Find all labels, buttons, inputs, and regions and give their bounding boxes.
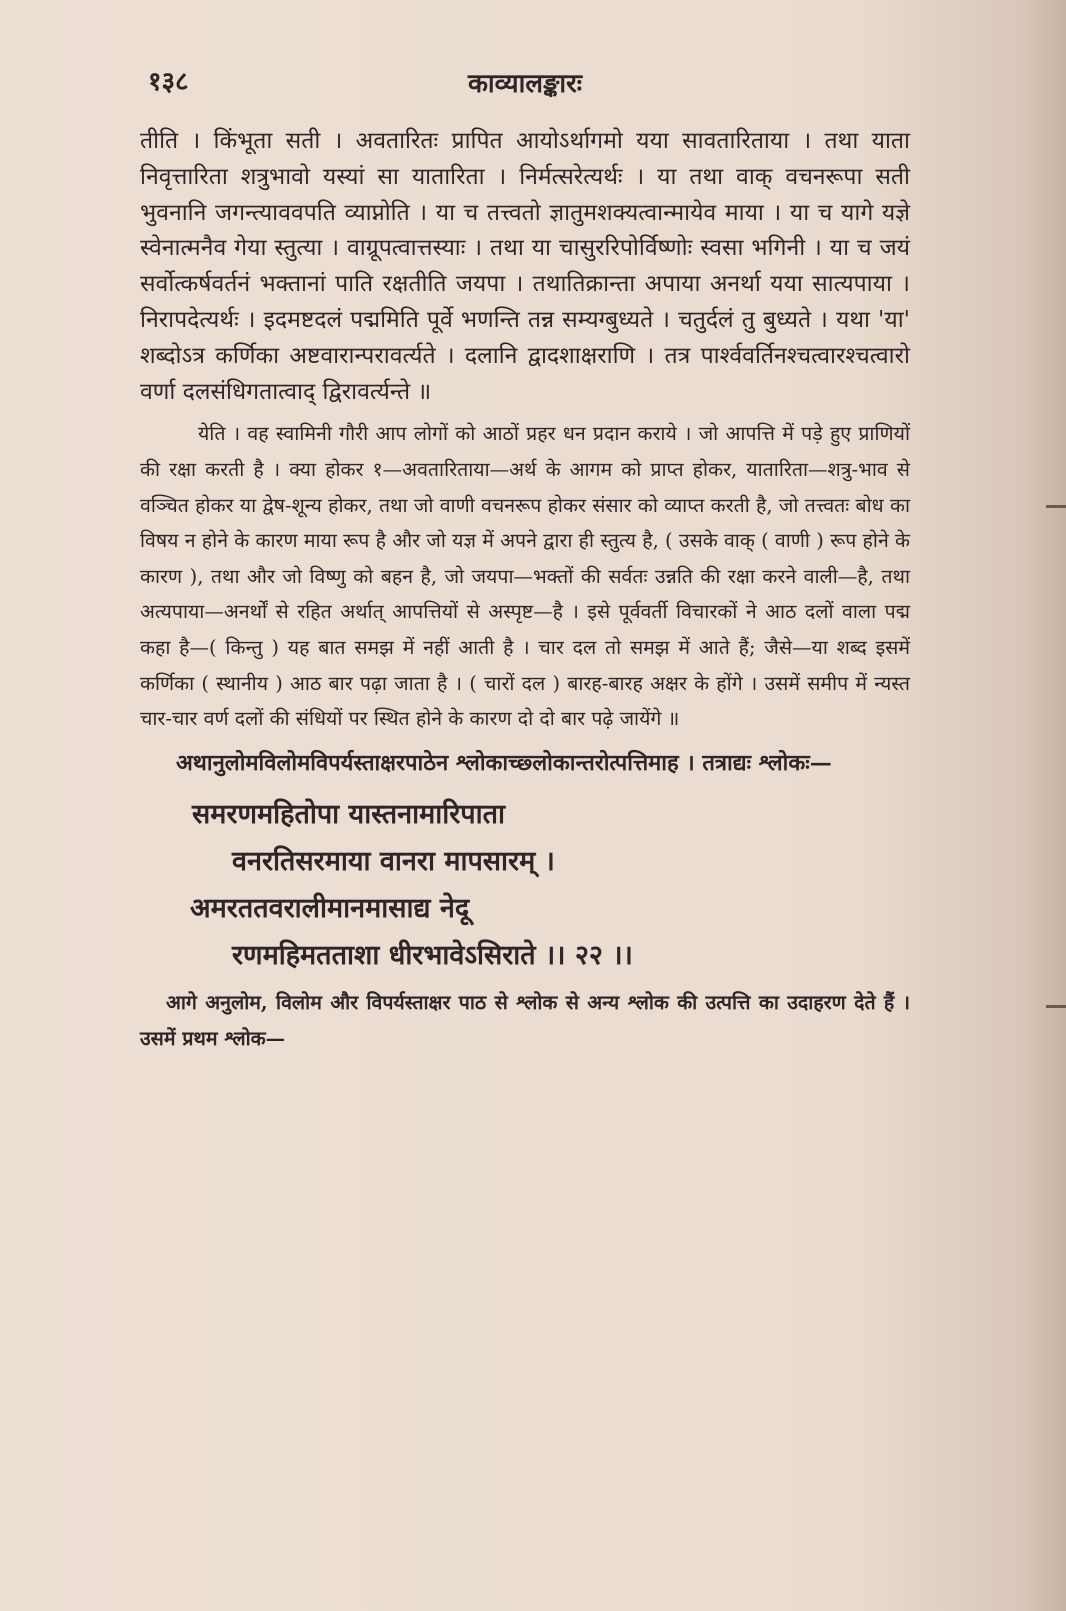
running-title: काव्यालङ्कारः — [467, 69, 583, 99]
page-header — [140, 62, 910, 102]
verse-line-1: समरणमहितोपा यास्तनामारिपाता — [192, 798, 505, 830]
page-body — [140, 124, 910, 1057]
page-edge-mark — [1046, 1005, 1066, 1008]
verse-22 — [140, 791, 910, 979]
page-edge-mark — [1046, 505, 1066, 508]
verse-line-3: अमरततवरालीमानमासाद्य नेदू — [190, 892, 470, 924]
verse-introduction: अथानुलोमविलोमविपर्यस्ताक्षरपाठेन श्लोकाच्छ्लोकान्तरोत्पत्तिमाह । तत्राद्यः श्लोकः— — [176, 749, 832, 776]
verse-line-2: वनरतिसरमाया वानरा मापसारम् । — [232, 845, 555, 877]
page-number: १३८ — [148, 67, 189, 97]
hindi-explanation: येति । वह स्वामिनी गौरी आप लोगों को आठों प्रहर धन प्रदान कराये । जो आपत्ति में पड़े हुए प्राणियों की रक्षा करती है । क्या होकर १—अवतारिताया—अर्थ के आगम को प्राप्त होकर, यातारिता—शत्रु-भाव से वञ्चित होकर या द्वेष-शून्य होकर, तथा जो वाणी वचनरूप होकर संसार को व्याप्त करती है, जो तत्त्वतः बोध का विषय न होने के कारण माया रूप है और जो यज्ञ में अपने द्वारा ही स्तुत्य है, ( उसके वाक् ( वाणी ) रूप होने के कारण ), तथा और जो विष्णु को बहन है, जो जयपा—भक्तों की सर्वतः उन्नति की रक्षा करने वाली—है, तथा अत्यपाया—अनर्थों से रहित अर्थात् आपत्तियों से अस्पृष्ट—है । इसे पूर्ववर्ती विचारकों ने आठ दलों वाला पद्म कहा है—( किन्तु ) यह बात समझ में नहीं आती है । चार दल तो समझ में आते हैं; जैसे—या शब्द इसमें कर्णिका ( स्थानीय ) आठ बार पढ़ा जाता है । ( चारों दल ) बारह-बारह अक्षर के होंगे । उसमें समीप में न्यस्त चार-चार वर्ण दलों की संधियों पर स्थित होने के कारण दो दो बार पढ़े जायेंगे ॥ — [140, 422, 910, 731]
sanskrit-commentary: तीति । किंभूता सती । अवतारितः प्रापित आयोऽर्थागमो यया सावतारिताया । तथा याता निवृत्तारिता शत्रुभावो यस्यां सा यातारिता । निर्मत्सरेत्यर्थः । या तथा वाक् वचनरूपा सती भुवनानि जगन्त्याववपति व्याप्नोति । या च तत्त्वतो ज्ञातुमशक्यत्वान्मायेव माया । या च यागे यज्ञे स्वेनात्मनैव गेया स्तुत्या । वाग्रूपत्वात्तस्याः । तथा या चासुररिपोर्विष्णोः स्वसा भगिनी । या च जयं सर्वोत्कर्षवर्तनं भक्तानां पाति रक्षतीति जयपा । तथातिक्रान्ता अपाया अनर्था यया सात्यपाया । निरापदेत्यर्थः । इदमष्टदलं पद्ममिति पूर्वे भणन्ति तन्न सम्यग्बुध्यते । चतुर्दलं तु बुध्यते । यथा 'या' शब्दोऽत्र कर्णिका अष्टवारान्परावर्त्यते । दलानि द्वादशाक्षराणि । तत्र पार्श्ववर्तिनश्चत्वारश्चत्वारो वर्णा दलसंधिगतात्वाद् द्विरावर्त्यन्ते ॥ — [140, 128, 910, 405]
verse-line-4: रणमहिमतताशा धीरभावेऽसिराते ।। २२ ।। — [232, 939, 633, 971]
hindi-translation: आगे अनुलोम, विलोम और विपर्यस्ताक्षर पाठ से श्लोक से अन्य श्लोक की उत्पत्ति का उदाहरण देते हैं । उसमें प्रथम श्लोक— — [140, 990, 910, 1050]
